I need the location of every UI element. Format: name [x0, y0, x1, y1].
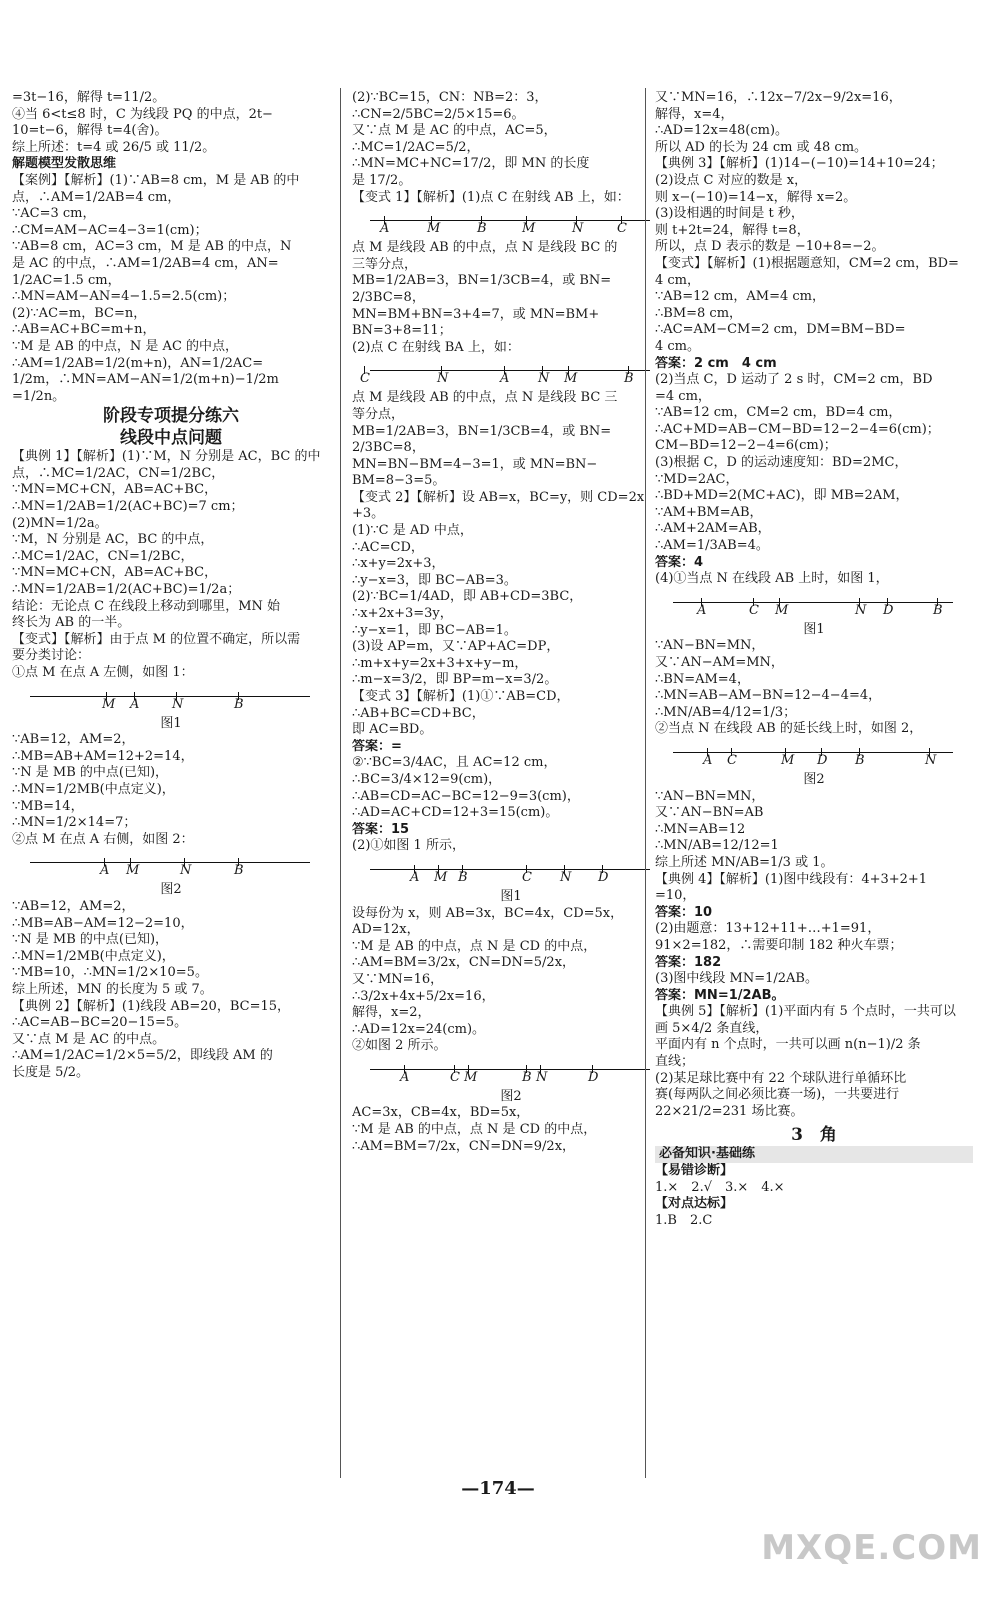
answer-label: 答案：10: [655, 904, 713, 920]
text-line: ∴m+x+y=2x+3+x+y−m，: [352, 655, 528, 671]
text-line: (2)∵AC=m，BC=n，: [12, 305, 147, 321]
text-line: ∴MB=AB+AM=12+2=14，: [12, 748, 194, 764]
text-line: ∴MN=1/2MB(中点定义)，: [12, 948, 175, 964]
segment-point-label: D: [817, 752, 828, 768]
text-line: (2)MN=1/2a。: [12, 515, 108, 531]
text-line: (3)设 AP=m，又∵AP+AC=DP，: [352, 639, 560, 655]
text-line: 【案例】【解析】(1)∵AB=8 cm，M 是 AB 的中: [12, 172, 300, 188]
text-line: ∴AM=1/2AB=1/2(m+n)，AN=1/2AC=: [12, 355, 264, 371]
text-line: =1/2n。: [12, 388, 66, 404]
text-line: ①点 M 在点 A 左侧，如图 1：: [12, 665, 194, 680]
text-line: ∵M 是 AB 的中点，点 N 是 CD 的中点，: [352, 938, 597, 954]
text-line: ∴AB=AC+BC=m+n，: [12, 322, 156, 338]
segment-line: [370, 1069, 650, 1070]
text-line: 4 cm，: [655, 272, 701, 288]
section-banner: 必备知识·基础练: [655, 1146, 973, 1163]
text-line: ∴MN=1/2AB=1/2(AC+BC)=7 cm；: [12, 499, 244, 515]
text-line: BN=3+8=11；: [352, 323, 452, 339]
text-line: ∴y−x=3，即 BC−AB=3。: [352, 572, 517, 588]
text-line: ∴BC=3/4×12=9(cm)，: [352, 771, 502, 787]
figure-caption: 图2: [500, 1088, 522, 1104]
segment-line: [30, 862, 310, 863]
text-line: 画 5×4/2 条直线，: [655, 1020, 769, 1036]
text-line: ∴AC=AB−BC=20−15=5。: [12, 1015, 188, 1031]
segment-point-label: N: [172, 696, 184, 712]
text-line: ∴x+y=2x+3，: [352, 556, 445, 572]
text-line: +3。: [352, 506, 385, 522]
text-line: ∴AB=CD=AC−BC=12−9=3(cm)，: [352, 788, 580, 804]
text-line: 【典例 4】【解析】(1)图中线段有：4+3+2+1: [655, 871, 928, 887]
text-line: 【变式 2】【解析】设 AB=x，BC=y，则 CD=2x: [352, 489, 645, 505]
text-line: ∴m−x=3/2，即 BP=m−x=3/2。: [352, 672, 558, 688]
segment-line: [673, 752, 953, 753]
text-line: ∴BD+MD=2(MC+AC)，即 MB=2AM，: [655, 488, 909, 504]
section-title: 线段中点问题: [120, 428, 222, 449]
text-line: MN=BN−BM=4−3=1，或 MN=BN−: [352, 456, 598, 472]
text-line: 2/3BC=8，: [352, 289, 425, 305]
text-line: 点，∴AM=1/2AB=4 cm，: [12, 189, 181, 205]
text-line: 【典例 1】【解析】(1)∵M，N 分别是 AC，BC 的中: [12, 449, 321, 465]
text-line: 则 x−(−10)=14−x，解得 x=2。: [655, 189, 857, 205]
text-line: 所以，点 D 表示的数是 −10+8=−2。: [655, 239, 885, 255]
text-line: =3t−16，解得 t=11/2。: [12, 90, 166, 105]
text-line: (2)点 C 在射线 BA 上，如：: [352, 339, 520, 355]
column-middle: [352, 90, 670, 1155]
text-line: ∵AB=8 cm，AC=3 cm，M 是 AB 的中点，N: [12, 239, 292, 255]
segment-point-label: B: [522, 1069, 532, 1085]
segment-point-label: D: [598, 869, 609, 885]
segment-diagram: [12, 850, 330, 880]
segment-point-label: C: [749, 602, 759, 618]
text-line: BM=8−3=5。: [352, 473, 446, 489]
segment-point-label: A: [130, 696, 140, 712]
segment-diagram: [12, 684, 330, 714]
segment-point-label: M: [775, 602, 789, 618]
text-line: MB=1/2AB=3，BN=1/3CB=4，或 BN=: [352, 273, 612, 289]
text-line: 是 17/2。: [352, 172, 412, 188]
text-line: ∴AC=AM−CM=2 cm，DM=BM−BD=: [655, 322, 906, 338]
segment-point-label: A: [410, 869, 420, 885]
text-line: ④当 6<t≤8 时，C 为线段 PQ 的中点，2t−: [12, 106, 273, 122]
text-line: ∵MN=MC+CN，AB=AC+BC，: [12, 565, 218, 581]
segment-point-label: D: [588, 1069, 599, 1085]
text-line: ∴BN=AM=4，: [655, 671, 750, 687]
segment-point-label: N: [180, 863, 192, 879]
text-line: ∴3/2x+4x+5/2x=16，: [352, 988, 495, 1004]
segment-point-label: M: [102, 696, 116, 712]
answer-label: 答案：=: [352, 738, 402, 754]
segment-line: [370, 370, 650, 371]
text-line: 要分类讨论：: [12, 648, 91, 664]
text-line: MB=1/2AB=3，BN=1/3CB=4，或 BN=: [352, 423, 612, 439]
answer-label: 【易错诊断】: [655, 1163, 734, 1179]
text-line: ∵M 是 AB 的中点，N 是 AC 的中点，: [12, 338, 239, 354]
segment-point-label: N: [925, 752, 937, 768]
text-line: ∴y−x=1，即 BC−AB=1。: [352, 622, 517, 638]
segment-diagram: [352, 1057, 670, 1087]
text-line: 【变式 3】【解析】(1)①∵AB=CD，: [352, 689, 570, 704]
text-line: 设每份为 x，则 AB=3x，BC=4x，CD=5x，: [352, 905, 624, 921]
text-line: ∴AM=BM=3/2x，CN=DN=5/2x，: [352, 955, 576, 971]
text-line: ∵AC=3 cm，: [12, 206, 96, 222]
text-line: ②点 M 在点 A 右侧，如图 2：: [12, 831, 194, 847]
text-line: ∴MN=1/2×14=7；: [12, 815, 137, 831]
segment-diagram: [352, 358, 670, 388]
text-line: 10=t−6，解得 t=4(舍)。: [12, 123, 168, 139]
text-line: ∴CN=2/5BC=2/5×15=6。: [352, 106, 525, 122]
text-line: 又∵点 M 是 AC 的中点。: [12, 1031, 166, 1047]
segment-point-label: M: [434, 869, 448, 885]
segment-point-label: A: [400, 1069, 410, 1085]
section-title: 3 角: [791, 1125, 837, 1146]
text-line: 2/3BC=8，: [352, 440, 425, 456]
text-line: 解得，x=4，: [655, 106, 734, 122]
segment-point-label: C: [522, 869, 532, 885]
text-line: 【典例 3】【解析】(1)14−(−10)=14+10=24；: [655, 156, 944, 172]
segment-point-label: C: [360, 371, 370, 387]
segment-point-label: A: [697, 602, 707, 618]
text-line: 1/2AC=1.5 cm，: [12, 272, 121, 288]
text-line: (2)①如图 1 所示，: [352, 838, 465, 854]
segment-diagram: [352, 208, 670, 238]
text-line: =4 cm，: [655, 388, 711, 404]
segment-line: [30, 696, 310, 697]
text-line: ∴MN=MC+NC=17/2，即 MN 的长度: [352, 156, 590, 172]
text-line: ∴MC=1/2AC，CN=1/2BC，: [12, 548, 194, 564]
segment-point-label: B: [458, 869, 468, 885]
text-line: ∵AB=12，AM=2，: [12, 898, 135, 914]
segment-line: [370, 220, 650, 221]
segment-diagram: [655, 740, 973, 770]
text-line: 又∵AN−AM=MN，: [655, 655, 784, 670]
segment-point-label: N: [855, 602, 867, 618]
text-line: ∴MB=AB−AM=12−2=10，: [12, 915, 194, 931]
text-line: ∴AD=12x=24(cm)。: [352, 1021, 486, 1037]
segment-point-label: M: [781, 752, 795, 768]
segment-point-label: C: [617, 221, 627, 237]
figure-caption: 图1: [500, 888, 522, 904]
text-line: ∵AN−BN=MN，: [655, 788, 765, 804]
text-line: 点 M 是线段 AB 的中点，点 N 是线段 BC 的: [352, 240, 618, 256]
text-line: ∴x+2x+3=3y，: [352, 606, 453, 622]
text-line: 赛(每两队之间必须比赛一场)，一共要进行: [655, 1087, 900, 1103]
text-line: MN=BM+BN=3+4=7，或 MN=BM+: [352, 306, 600, 322]
column-separator: [340, 88, 341, 1478]
text-line: ∵MN=MC+CN，AB=AC+BC，: [12, 482, 218, 498]
text-line: 平面内有 n 个点时，一共可以画 n(n−1)/2 条: [655, 1037, 921, 1053]
figure-caption: 图2: [160, 882, 182, 898]
text-line: 又∵MN=16，∴12x−7/2x−9/2x=16，: [655, 90, 902, 105]
text-line: ∵N 是 MB 的中点(已知)，: [12, 765, 169, 781]
text-line: ∴BM=8 cm，: [655, 305, 743, 321]
text-line: 综上所述 MN/AB=1/3 或 1。: [655, 854, 834, 870]
segment-point-label: A: [500, 371, 510, 387]
text-line: (2)∵BC=15，CN：NB=2：3，: [352, 90, 548, 105]
text-line: ∴AB+BC=CD+BC，: [352, 705, 485, 721]
text-line: =10，: [655, 888, 696, 904]
text-line: ∵AM+BM=AB，: [655, 504, 763, 520]
column-right: [655, 90, 973, 1229]
text-line: ∵N 是 MB 的中点(已知)，: [12, 932, 169, 948]
text-line: 三等分点，: [352, 256, 418, 272]
text-line: ∴MN/AB=4/12=1/3；: [655, 704, 797, 720]
text-line: (2)由题意：13+12+11+…+1=91，: [655, 921, 881, 937]
segment-diagram: [352, 857, 670, 887]
column-separator: [645, 88, 646, 1478]
section-title: 阶段专项提分练六: [103, 406, 239, 427]
segment-point-label: B: [855, 752, 865, 768]
text-line: (1)∵C 是 AD 中点，: [352, 523, 473, 539]
answer-label: 答案：2 cm 4 cm: [655, 355, 777, 371]
text-line: (3)根据 C，D 的运动速度知：BD=2MC，: [655, 455, 908, 471]
figure-caption: 图1: [803, 621, 825, 637]
text-line: ∴CM=AM−AC=4−3=1(cm)；: [12, 222, 208, 238]
text-line: 等分点，: [352, 406, 405, 422]
segment-point-label: M: [126, 863, 140, 879]
segment-point-label: N: [538, 371, 550, 387]
text-line: ②如图 2 所示。: [352, 1038, 447, 1054]
segment-point-label: A: [380, 221, 390, 237]
text-line: ∴MN=1/2AB=1/2(AC+BC)=1/2a；: [12, 582, 241, 598]
text-line: ∵MB=14，: [12, 798, 84, 814]
text-line: 又∵AN−BN=AB: [655, 805, 764, 821]
text-line: (3)设相遇的时间是 t 秒，: [655, 206, 804, 222]
text-line: 所以 AD 的长为 24 cm 或 48 cm。: [655, 139, 868, 155]
text-line: CM−BD=12−2−4=6(cm)；: [655, 438, 837, 454]
text-line: ∵AB=12，AM=2，: [12, 732, 135, 748]
text-line: ②∵BC=3/4AC，且 AC=12 cm，: [352, 755, 557, 771]
segment-point-label: M: [427, 221, 441, 237]
text-line: ∴MN/AB=12/12=1: [655, 838, 779, 854]
answer-label: 答案：MN=1/2AB。: [655, 987, 785, 1003]
text-line: (4)①当点 N 在线段 AB 上时，如图 1，: [655, 571, 889, 587]
segment-point-label: B: [933, 602, 943, 618]
segment-point-label: N: [536, 1069, 548, 1085]
text-line: ②当点 N 在线段 AB 的延长线上时，如图 2，: [655, 721, 923, 737]
segment-point-label: N: [572, 221, 584, 237]
text-line: 长度是 5/2。: [12, 1064, 90, 1080]
text-line: 综上所述，MN 的长度为 5 或 7。: [12, 981, 213, 997]
segment-diagram: [655, 590, 973, 620]
text-line: 【变式 1】【解析】(1)点 C 在射线 AB 上，如：: [352, 189, 630, 205]
answer-label: 【对点达标】: [655, 1196, 734, 1212]
segment-point-label: M: [564, 371, 578, 387]
text-line: 直线；: [655, 1054, 695, 1070]
text-line: 1.B 2.C: [655, 1212, 713, 1228]
text-line: ∴AM=BM=7/2x，CN=DN=9/2x，: [352, 1138, 576, 1154]
page-number: —174—: [461, 1478, 535, 1499]
segment-point-label: M: [522, 221, 536, 237]
text-line: ∵AB=12 cm，AM=4 cm，: [655, 289, 825, 305]
segment-line: [673, 602, 953, 603]
text-line: ∴AM=1/3AB=4。: [655, 538, 769, 554]
text-line: (2)当点 C，D 运动了 2 s 时，CM=2 cm，BD: [655, 372, 933, 388]
answer-label: 答案：182: [655, 954, 722, 970]
segment-point-label: N: [437, 371, 449, 387]
text-line: 1/2m，∴MN=AM−AN=1/2(m+n)−1/2m: [12, 372, 279, 388]
text-line: ∵MD=2AC，: [655, 471, 739, 487]
figure-caption: 图1: [160, 715, 182, 731]
answer-label: 答案：15: [352, 821, 410, 837]
text-line: ∴MN=AB=12: [655, 821, 746, 837]
text-line: ∵AN−BN=MN，: [655, 638, 765, 654]
text-line: ∴AD=AC+CD=12+3=15(cm)。: [352, 805, 559, 821]
text-line: ∵M 是 AB 的中点，点 N 是 CD 的中点，: [352, 1122, 597, 1138]
segment-point-label: A: [100, 863, 110, 879]
text-line: 【典例 5】【解析】(1)平面内有 5 个点时，一共可以: [655, 1004, 956, 1020]
text-line: 【变式】【解析】(1)根据题意知，CM=2 cm，BD=: [655, 255, 959, 271]
text-line: ∴AM=1/2AC=1/2×5=5/2，即线段 AM 的: [12, 1048, 273, 1064]
text-line: ∴AC+MD=AB−CM−BD=12−2−4=6(cm)；: [655, 421, 940, 437]
column-left: [12, 90, 330, 1081]
segment-point-label: B: [234, 696, 244, 712]
segment-point-label: B: [477, 221, 487, 237]
segment-point-label: B: [624, 371, 634, 387]
text-line: ∴AC=CD，: [352, 539, 424, 555]
answer-label: 答案：4: [655, 554, 704, 570]
text-line: ∴MC=1/2AC=5/2，: [352, 139, 480, 155]
text-line: 【典例 2】【解析】(1)线段 AB=20，BC=15，: [12, 998, 291, 1014]
segment-point-label: A: [703, 752, 713, 768]
text-line: AC=3x，CB=4x，BD=5x，: [352, 1105, 530, 1121]
text-line: (2)某足球比赛中有 22 个球队进行单循环比: [655, 1070, 907, 1086]
segment-point-label: D: [883, 602, 894, 618]
text-line: 又∵MN=16，: [352, 971, 444, 987]
text-line: (2)∵BC=1/4AD，即 AB+CD=3BC，: [352, 589, 583, 605]
text-line: 点，∴MC=1/2AC，CN=1/2BC，: [12, 465, 225, 481]
text-line: 综上所述：t=4 或 26/5 或 11/2。: [12, 139, 216, 155]
text-line: 是 AC 的中点，∴AM=1/2AB=4 cm，AN=: [12, 255, 279, 271]
text-line: 91×2=182，∴需要印制 182 种火车票；: [655, 937, 903, 953]
text-line: 点 M 是线段 AB 的中点，点 N 是线段 BC 三: [352, 390, 618, 406]
segment-point-label: N: [560, 869, 572, 885]
text-line: ∴AD=12x=48(cm)。: [655, 123, 789, 139]
text-line: AD=12x，: [352, 922, 420, 938]
text-line: 又∵点 M 是 AC 的中点，AC=5，: [352, 123, 557, 139]
text-line: 【变式】【解析】由于点 M 的位置不确定，所以需: [12, 631, 301, 647]
figure-caption: 图2: [803, 771, 825, 787]
text-line: 即 AC=BD。: [352, 722, 433, 738]
text-line: 则 t+2t=24，解得 t=8，: [655, 222, 810, 238]
text-line: (2)设点 C 对应的数是 x，: [655, 172, 808, 188]
text-line: 解得，x=2，: [352, 1005, 431, 1021]
text-line: ∴MN=AM−AN=4−1.5=2.5(cm)；: [12, 289, 236, 305]
segment-point-label: B: [234, 863, 244, 879]
text-line: 结论：无论点 C 在线段上移动到哪里，MN 始: [12, 598, 281, 614]
segment-point-label: C: [450, 1069, 460, 1085]
text-line: ∴MN=1/2MB(中点定义)，: [12, 781, 175, 797]
answer-label: 解题模型发散思维: [12, 156, 117, 172]
watermark-logo: MXQE.COM: [761, 1528, 982, 1568]
text-line: ∵AB=12 cm，CM=2 cm，BD=4 cm，: [655, 405, 902, 421]
text-line: 22×21/2=231 场比赛。: [655, 1103, 804, 1119]
text-line: ∴AM+2AM=AB，: [655, 521, 771, 537]
segment-point-label: C: [727, 752, 737, 768]
text-line: ∴MN=AB−AM−BN=12−4−4=4，: [655, 688, 882, 704]
text-line: 4 cm。: [655, 338, 701, 354]
text-line: ∵MB=10，∴MN=1/2×10=5。: [12, 965, 208, 981]
text-line: 1.× 2.√ 3.× 4.×: [655, 1179, 785, 1195]
text-line: (3)图中线段 MN=1/2AB。: [655, 971, 818, 987]
segment-point-label: M: [464, 1069, 478, 1085]
text-line: 终长为 AB 的一半。: [12, 615, 131, 631]
text-line: ∵M，N 分别是 AC，BC 的中点，: [12, 532, 214, 548]
